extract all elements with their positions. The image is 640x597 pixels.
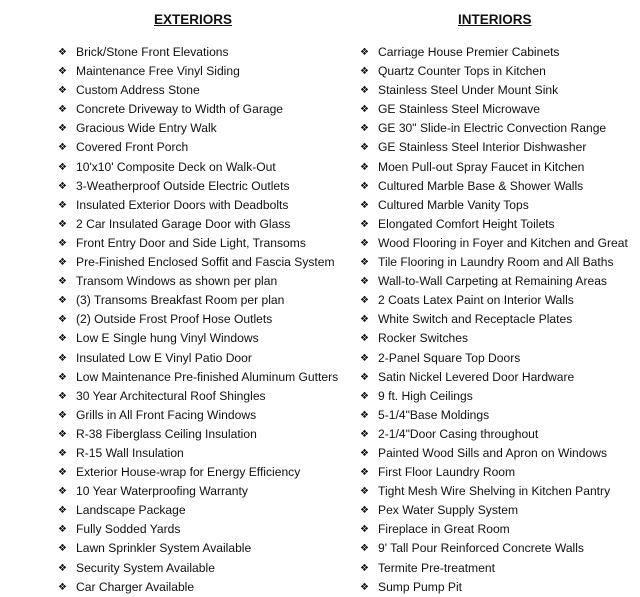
- diamond-bullet-icon: ❖: [58, 257, 67, 269]
- diamond-bullet-icon: ❖: [58, 199, 67, 211]
- list-item: [360, 158, 630, 177]
- list-item: [360, 406, 630, 425]
- diamond-bullet-icon: ❖: [58, 47, 67, 58]
- list-item: [58, 62, 328, 81]
- diamond-bullet-icon: ❖: [360, 237, 369, 249]
- diamond-bullet-icon: ❖: [360, 505, 369, 517]
- diamond-bullet-icon: ❖: [58, 543, 67, 555]
- list-item: [58, 520, 328, 539]
- diamond-bullet-icon: ❖: [360, 524, 369, 536]
- diamond-bullet-icon: ❖: [58, 66, 67, 78]
- list-item: [360, 177, 630, 196]
- diamond-bullet-icon: ❖: [360, 562, 369, 574]
- diamond-bullet-icon: ❖: [360, 314, 369, 326]
- diamond-bullet-icon: ❖: [360, 257, 369, 269]
- list-item-label: 2 Car Insulated Garage Door with Glass: [76, 216, 291, 231]
- list-item-label: Security System Available: [76, 560, 215, 575]
- diamond-bullet-icon: ❖: [360, 390, 369, 402]
- diamond-bullet-icon: ❖: [360, 104, 369, 116]
- diamond-bullet-icon: ❖: [58, 486, 67, 498]
- list-item: [360, 349, 630, 368]
- diamond-bullet-icon: ❖: [360, 161, 369, 173]
- list-item-label: Brick/Stone Front Elevations: [76, 45, 229, 59]
- diamond-bullet-icon: ❖: [360, 276, 369, 288]
- list-item: [360, 559, 630, 578]
- diamond-bullet-icon: ❖: [360, 123, 369, 135]
- list-item-label: Satin Nickel Levered Door Hardware: [378, 369, 575, 384]
- list-item: [58, 406, 328, 425]
- list-item: [360, 444, 630, 463]
- list-item-label: Painted Wood Sills and Apron on Windows: [378, 445, 608, 460]
- list-item-label: GE Stainless Steel Interior Dishwasher: [378, 140, 587, 155]
- list-item: [58, 425, 328, 444]
- diamond-bullet-icon: ❖: [360, 581, 369, 593]
- list-item-label: Cultured Marble Vanity Tops: [378, 197, 529, 212]
- diamond-bullet-icon: ❖: [360, 371, 369, 383]
- list-item: [360, 138, 630, 157]
- diamond-bullet-icon: ❖: [360, 486, 369, 498]
- diamond-bullet-icon: ❖: [58, 409, 67, 421]
- list-item-label: Fireplace in Great Room: [378, 522, 510, 537]
- diamond-bullet-icon: ❖: [360, 543, 369, 555]
- list-item: [360, 387, 630, 406]
- diamond-bullet-icon: ❖: [58, 104, 67, 116]
- diamond-bullet-icon: ❖: [58, 333, 67, 345]
- interiors-list: [360, 43, 630, 597]
- list-item-label: Stainless Steel Under Mount Sink: [378, 83, 559, 98]
- diamond-bullet-icon: ❖: [58, 85, 67, 97]
- list-item-label: Front Entry Door and Side Light, Transoms: [76, 235, 306, 250]
- diamond-bullet-icon: ❖: [360, 66, 369, 78]
- diamond-bullet-icon: ❖: [58, 562, 67, 574]
- diamond-bullet-icon: ❖: [58, 447, 67, 459]
- diamond-bullet-icon: ❖: [360, 85, 369, 97]
- list-item-label: White Switch and Receptacle Plates: [378, 312, 573, 327]
- list-item: [360, 62, 630, 81]
- diamond-bullet-icon: ❖: [58, 237, 67, 249]
- diamond-bullet-icon: ❖: [360, 428, 369, 440]
- list-item: [360, 253, 630, 272]
- list-item-label: Gracious Wide Entry Walk: [76, 121, 217, 136]
- list-item-label: Landscape Package: [76, 503, 186, 518]
- diamond-bullet-icon: ❖: [360, 447, 369, 459]
- list-item: [360, 291, 630, 310]
- interiors-heading: INTERIORS: [458, 12, 532, 27]
- diamond-bullet-icon: ❖: [360, 295, 369, 307]
- list-item: [360, 100, 630, 119]
- list-item: [360, 43, 630, 62]
- diamond-bullet-icon: ❖: [360, 333, 369, 345]
- list-item: [360, 272, 630, 291]
- list-item: [58, 349, 328, 368]
- list-item: [58, 559, 328, 578]
- diamond-bullet-icon: ❖: [360, 199, 369, 211]
- diamond-bullet-icon: ❖: [58, 371, 67, 383]
- diamond-bullet-icon: ❖: [58, 161, 67, 173]
- list-item-label: Maintenance Free Vinyl Siding: [76, 64, 240, 79]
- list-item: [58, 100, 328, 119]
- list-item-label: 5-1/4"Base Moldings: [378, 407, 490, 422]
- diamond-bullet-icon: ❖: [58, 314, 67, 326]
- diamond-bullet-icon: ❖: [360, 180, 369, 192]
- list-item-label: Moen Pull-out Spray Faucet in Kitchen: [378, 159, 585, 174]
- list-item: [58, 158, 328, 177]
- list-item: [360, 463, 630, 482]
- list-item: [360, 578, 630, 597]
- list-item-label: R-15 Wall Insulation: [76, 445, 184, 460]
- list-item-label: Pex Water Supply System: [378, 503, 519, 518]
- list-item-label: Custom Address Stone: [76, 83, 200, 98]
- list-item-label: Quartz Counter Tops in Kitchen: [378, 64, 546, 79]
- list-item: [58, 234, 328, 253]
- list-item: [360, 215, 630, 234]
- list-item: [360, 310, 630, 329]
- diamond-bullet-icon: ❖: [360, 409, 369, 421]
- exteriors-column: [58, 12, 339, 597]
- diamond-bullet-icon: ❖: [58, 142, 67, 154]
- list-item: [58, 578, 328, 597]
- list-item-label: (2) Outside Frost Proof Hose Outlets: [76, 312, 273, 327]
- diamond-bullet-icon: ❖: [58, 390, 67, 402]
- list-item: [360, 539, 630, 558]
- list-item: [58, 329, 328, 348]
- diamond-bullet-icon: ❖: [58, 524, 67, 536]
- diamond-bullet-icon: ❖: [58, 218, 67, 230]
- list-item-label: Exterior House-wrap for Energy Efficiency: [76, 465, 301, 480]
- exteriors-list: [58, 43, 339, 597]
- diamond-bullet-icon: ❖: [58, 581, 67, 593]
- list-item-label: 9' Tall Pour Reinforced Concrete Walls: [378, 541, 584, 556]
- list-item-label: R-38 Fiberglass Ceiling Insulation: [76, 426, 257, 441]
- diamond-bullet-icon: ❖: [58, 276, 67, 288]
- list-item-label: Elongated Comfort Height Toilets: [378, 216, 555, 231]
- list-item-label: Sump Pump Pit: [378, 579, 463, 594]
- diamond-bullet-icon: ❖: [58, 352, 67, 364]
- list-item-label: 10 Year Waterproofing Warranty: [76, 484, 248, 499]
- list-item-label: Car Charger Available: [76, 579, 195, 594]
- diamond-bullet-icon: ❖: [58, 180, 67, 192]
- list-item: [360, 501, 630, 520]
- list-item: [360, 234, 630, 253]
- list-item: [360, 368, 630, 387]
- list-item: [58, 138, 328, 157]
- diamond-bullet-icon: ❖: [58, 467, 67, 479]
- list-item: [58, 444, 328, 463]
- list-item: [360, 425, 630, 444]
- list-item-label: 9 ft. High Ceilings: [378, 388, 473, 403]
- list-item: [58, 310, 328, 329]
- list-item-label: Termite Pre-treatment: [378, 560, 495, 575]
- list-item-label: Wood Flooring in Foyer and Kitchen and Great: [378, 235, 628, 250]
- diamond-bullet-icon: ❖: [360, 218, 369, 230]
- list-item: [58, 387, 328, 406]
- list-item: [58, 215, 328, 234]
- list-item: [360, 520, 630, 539]
- list-item-label: 10'x10' Composite Deck on Walk-Out: [76, 159, 276, 174]
- list-item: [58, 291, 328, 310]
- interiors-column: [360, 12, 630, 597]
- list-item-label: Wall-to-Wall Carpeting at Remaining Areas: [378, 274, 607, 289]
- list-item-label: 2 Coats Latex Paint on Interior Walls: [378, 293, 574, 308]
- list-item-label: 2-1/4"Door Casing throughout: [378, 426, 539, 441]
- list-item-label: Concrete Driveway to Width of Garage: [76, 102, 284, 117]
- list-item-label: GE Stainless Steel Microwave: [378, 102, 540, 117]
- list-item-label: (3) Transoms Breakfast Room per plan: [76, 293, 285, 308]
- list-item: [58, 501, 328, 520]
- diamond-bullet-icon: ❖: [58, 505, 67, 517]
- list-item-label: Lawn Sprinkler System Available: [76, 541, 252, 556]
- diamond-bullet-icon: ❖: [360, 467, 369, 479]
- list-item-label: Tile Flooring in Laundry Room and All Baths: [378, 255, 614, 270]
- diamond-bullet-icon: ❖: [58, 295, 67, 307]
- list-item: [360, 329, 630, 348]
- list-item: [360, 482, 630, 501]
- list-item-label: 3-Weatherproof Outside Electric Outlets: [76, 178, 290, 193]
- list-item-label: Pre-Finished Enclosed Soffit and Fascia System: [76, 255, 335, 270]
- list-item-label: GE 30" Slide-in Electric Convection Range: [378, 121, 607, 136]
- list-item-label: 2-Panel Square Top Doors: [378, 350, 521, 365]
- list-item-label: 30 Year Architectural Roof Shingles: [76, 388, 266, 403]
- list-item-label: Carriage House Premier Cabinets: [378, 45, 560, 59]
- list-item: [58, 539, 328, 558]
- diamond-bullet-icon: ❖: [360, 352, 369, 364]
- list-item: [58, 368, 339, 387]
- list-item: [360, 119, 630, 138]
- exteriors-heading: EXTERIORS: [154, 12, 233, 27]
- list-item-label: Rocker Switches: [378, 331, 469, 346]
- list-item: [58, 253, 335, 272]
- list-item-label: Low E Single hung Vinyl Windows: [76, 331, 259, 346]
- list-item: [58, 272, 328, 291]
- list-item: [58, 81, 328, 100]
- list-item-label: Grills in All Front Facing Windows: [76, 407, 257, 422]
- list-item: [360, 81, 630, 100]
- diamond-bullet-icon: ❖: [58, 428, 67, 440]
- list-item: [58, 177, 328, 196]
- list-item: [58, 43, 328, 62]
- list-item-label: Cultured Marble Base & Shower Walls: [378, 178, 584, 193]
- list-item-label: Tight Mesh Wire Shelving in Kitchen Pantry: [378, 484, 611, 499]
- list-item-label: Covered Front Porch: [76, 140, 189, 155]
- list-item-label: Transom Windows as shown per plan: [76, 274, 278, 289]
- diamond-bullet-icon: ❖: [58, 123, 67, 135]
- list-item: [58, 463, 328, 482]
- list-item: [58, 196, 328, 215]
- list-item: [58, 482, 328, 501]
- list-item-label: First Floor Laundry Room: [378, 465, 516, 480]
- diamond-bullet-icon: ❖: [360, 142, 369, 154]
- list-item-label: Insulated Low E Vinyl Patio Door: [76, 350, 252, 365]
- diamond-bullet-icon: ❖: [360, 47, 369, 58]
- list-item-label: Low Maintenance Pre-finished Aluminum Gutters: [76, 369, 339, 384]
- list-item-label: Fully Sodded Yards: [76, 522, 181, 537]
- list-item-label: Insulated Exterior Doors with Deadbolts: [76, 197, 289, 212]
- list-item: [360, 196, 630, 215]
- list-item: [58, 119, 328, 138]
